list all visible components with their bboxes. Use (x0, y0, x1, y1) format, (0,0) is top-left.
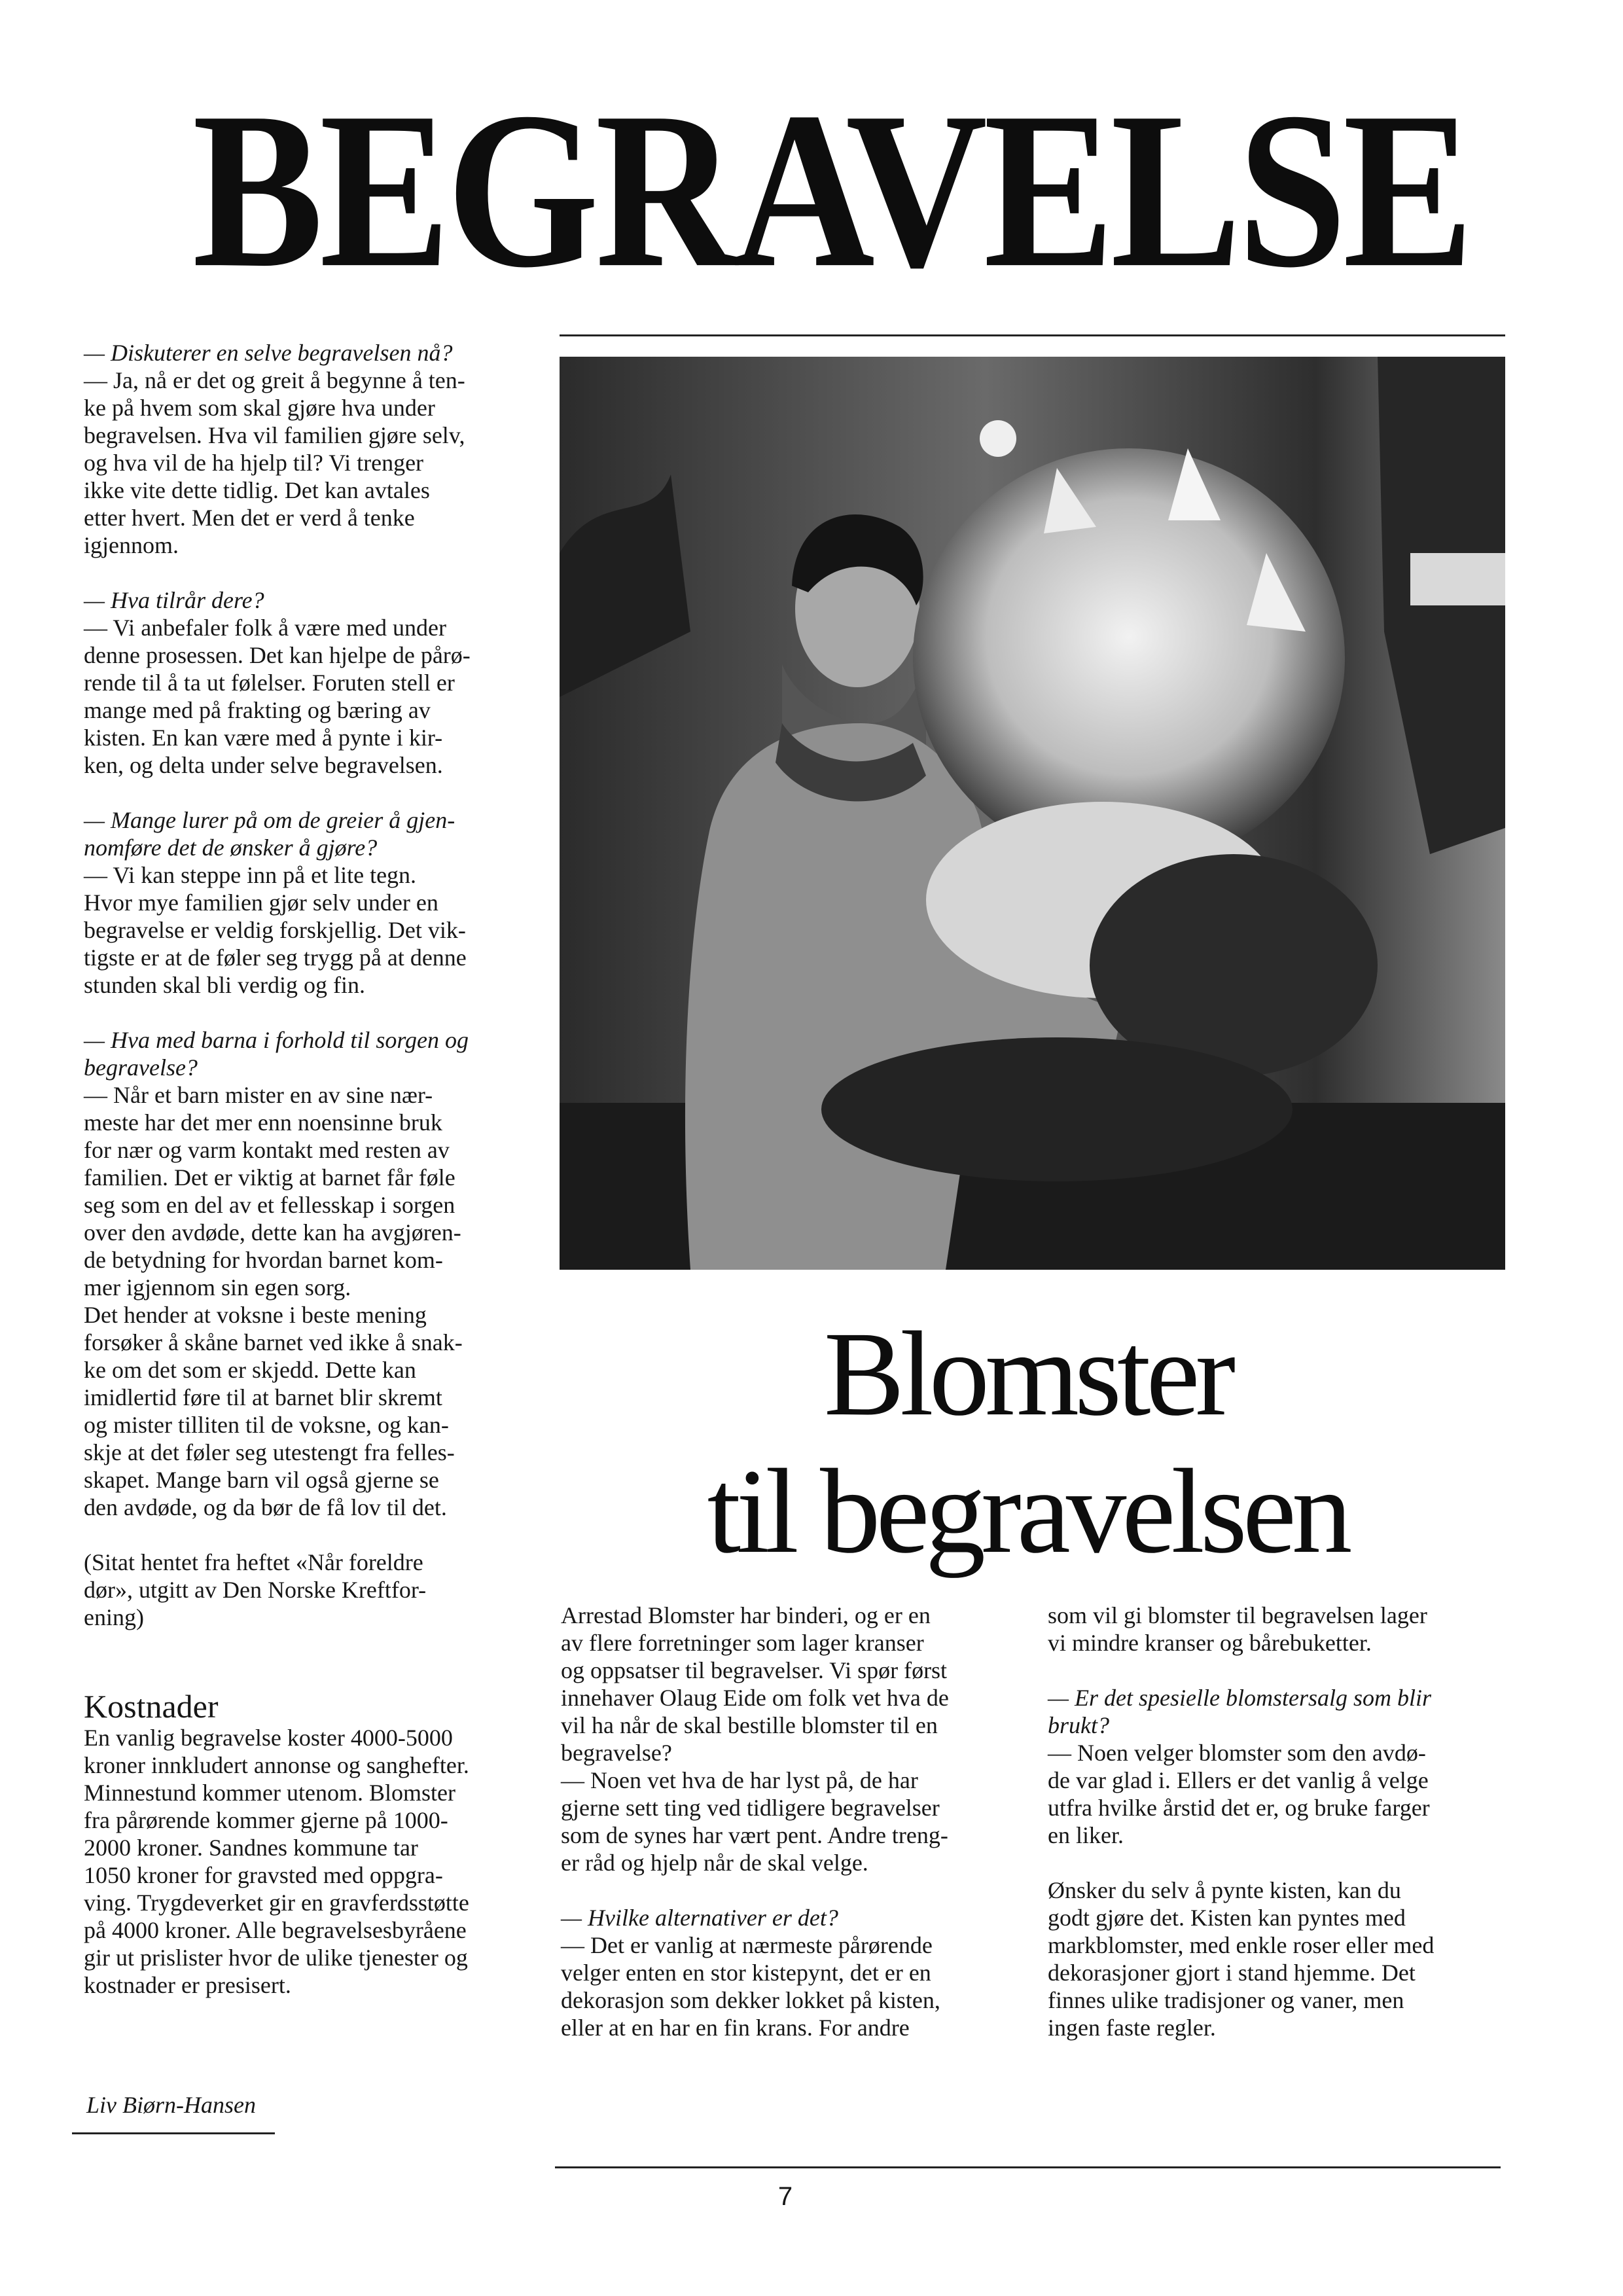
text-line: skje at det føler seg utestengt fra felles- (84, 1439, 455, 1465)
text-line: familien. Det er viktig at barnet får føle (84, 1164, 455, 1191)
paragraph (1048, 1876, 1506, 2041)
question-line: — Er det spesielle blomstersalg som blir (1048, 1685, 1431, 1711)
text-line: ken, og delta under selve begravelsen. (84, 752, 443, 778)
text-line: — Det er vanlig at nærmeste pårørende (561, 1932, 933, 1958)
text-line: gjerne sett ting ved tidligere begravelser (561, 1795, 940, 1821)
text-line: etter hvert. Men det er verd å tenke (84, 505, 415, 531)
text-line: innehaver Olaug Eide om folk vet hva de (561, 1685, 949, 1711)
text-line: 1050 kroner for gravsted med oppgra- (84, 1862, 443, 1888)
text-line: begravelse er veldig forskjellig. Det vik- (84, 917, 466, 943)
masthead-title: BEGRAVELSE (192, 65, 1470, 314)
text-line: på 4000 kroner. Alle begravelsesbyråene (84, 1917, 467, 1943)
text-line: — Vi kan steppe inn på et lite tegn. (84, 862, 417, 888)
text-line: 2000 kroner. Sandnes kommune tar (84, 1835, 418, 1861)
text-line: er råd og hjelp når de skal velge. (561, 1850, 868, 1876)
text-line: eller at en har en fin krans. For andre (561, 2015, 910, 2041)
headline-line-1: Blomster (823, 1307, 1232, 1441)
text-line: tigste er at de føler seg trygg på at denne (84, 944, 467, 971)
text-line: fra pårørende kommer gjerne på 1000- (84, 1807, 448, 1833)
question-line: — Diskuterer en selve begravelsen nå? (84, 340, 453, 366)
paragraph (1048, 1684, 1506, 1849)
text-line: markblomster, med enkle roser eller med (1048, 1932, 1435, 1958)
text-line: rende til å ta ut følelser. Foruten stell er (84, 670, 455, 696)
paragraph (84, 1549, 542, 1631)
byline-rule (72, 2132, 275, 2134)
question-line: brukt? (1048, 1712, 1109, 1738)
text-line: begravelsen. Hva vil familien gjøre selv, (84, 422, 465, 448)
text-line: vil ha når de skal bestille blomster til en (561, 1712, 938, 1738)
page-number: 7 (777, 2182, 793, 2211)
text-line: forsøker å skåne barnet ved ikke å snak- (84, 1329, 463, 1355)
paragraph (84, 586, 542, 779)
left-paragraphs (84, 339, 542, 1631)
text-line: (Sitat hentet fra heftet «Når foreldre (84, 1549, 423, 1575)
paragraph (1048, 1602, 1506, 1657)
text-line: over den avdøde, dette kan ha avgjøren- (84, 1219, 461, 1246)
middle-paragraphs (561, 1602, 1019, 2041)
text-line: Arrestad Blomster har binderi, og er en (561, 1602, 931, 1628)
text-line: Hvor mye familien gjør selv under en (84, 889, 438, 916)
paragraph (561, 1602, 1019, 1876)
text-line: godt gjøre det. Kisten kan pyntes med (1048, 1905, 1406, 1931)
bottom-rule (555, 2166, 1501, 2168)
florist-photo (560, 357, 1505, 1270)
left-column (84, 339, 542, 2026)
photo-illustration (560, 357, 1505, 1270)
text-line: imidlertid føre til at barnet blir skremt (84, 1384, 442, 1410)
paragraph (84, 1026, 542, 1521)
text-line: seg som en del av et fellesskap i sorgen (84, 1192, 455, 1218)
text-line: begravelse? (561, 1740, 672, 1766)
text-line: gir ut prislister hvor de ulike tjenester og (84, 1945, 468, 1971)
text-line: som vil gi blomster til begravelsen lager (1048, 1602, 1427, 1628)
right-paragraphs (1048, 1602, 1506, 2041)
text-line: og hva vil de ha hjelp til? Vi trenger (84, 450, 424, 476)
text-line: — Noen velger blomster som den avdø- (1048, 1740, 1426, 1766)
article-headline (628, 1306, 1427, 1581)
text-line: ening) (84, 1604, 144, 1630)
text-line: dekorasjon som dekker lokket på kisten, (561, 1987, 940, 2013)
text-line: — Når et barn mister en av sine nær- (84, 1082, 433, 1108)
text-line: som de synes har vært pent. Andre treng- (561, 1822, 948, 1848)
text-line: velger enten en stor kistepynt, det er en (561, 1960, 931, 1986)
right-column (1048, 1602, 1506, 2069)
text-line: mer igjennom sin egen sorg. (84, 1274, 351, 1300)
text-line: kisten. En kan være med å pynte i kir- (84, 725, 443, 751)
middle-column (561, 1602, 1019, 2069)
paragraph (561, 1904, 1019, 2041)
text-line: kostnader er presisert. (84, 1972, 291, 1998)
headline-line-2: til begravelsen (707, 1444, 1348, 1579)
text-line: dekorasjoner gjort i stand hjemme. Det (1048, 1960, 1416, 1986)
text-line: ikke vite dette tidlig. Det kan avtales (84, 477, 430, 503)
text-line: og oppsatser til begravelser. Vi spør først (561, 1657, 948, 1683)
text-line: vi mindre kranser og bårebuketter. (1048, 1630, 1372, 1656)
text-line: skapet. Mange barn vil også gjerne se (84, 1467, 439, 1493)
text-line: mange med på frakting og bæring av (84, 697, 431, 723)
text-line: utfra hvilke årstid det er, og bruke farger (1048, 1795, 1430, 1821)
text-line: — Vi anbefaler folk å være med under (84, 615, 446, 641)
text-line: Minnestund kommer utenom. Blomster (84, 1780, 455, 1806)
kostnader-heading: Kostnader (84, 1688, 219, 1725)
text-line: ingen faste regler. (1048, 2015, 1216, 2041)
text-line: av flere forretninger som lager kranser (561, 1630, 924, 1656)
text-line: Ønsker du selv å pynte kisten, kan du (1048, 1877, 1401, 1903)
text-line: for nær og varm kontakt med resten av (84, 1137, 450, 1163)
text-line: denne prosessen. Det kan hjelpe de pårø- (84, 642, 471, 668)
kostnader-body (84, 1724, 542, 1999)
text-line: den avdøde, og da bør de få lov til det. (84, 1494, 447, 1520)
question-line: nomføre det de ønsker å gjøre? (84, 834, 378, 861)
text-line: Det hender at voksne i beste mening (84, 1302, 427, 1328)
text-line: en liker. (1048, 1822, 1124, 1848)
text-line: kroner innkludert annonse og sanghefter. (84, 1752, 469, 1778)
text-line: stunden skal bli verdig og fin. (84, 972, 365, 998)
text-line: de var glad i. Ellers er det vanlig å velge (1048, 1767, 1429, 1793)
text-line: finnes ulike tradisjoner og vaner, men (1048, 1987, 1404, 2013)
author-byline: Liv Biørn-Hansen (86, 2092, 256, 2118)
text-line: dør», utgitt av Den Norske Kreftfor- (84, 1577, 427, 1603)
question-line: — Mange lurer på om de greier å gjen- (84, 807, 455, 833)
text-line: ving. Trygdeverket gir en gravferdsstøtte (84, 1890, 469, 1916)
text-line: ke på hvem som skal gjøre hva under (84, 395, 435, 421)
text-line: meste har det mer enn noensinne bruk (84, 1109, 442, 1136)
question-line: — Hva tilrår dere? (84, 587, 264, 613)
top-rule (560, 334, 1505, 336)
text-line: og mister tilliten til de voksne, og kan- (84, 1412, 449, 1438)
paragraph (84, 339, 542, 559)
text-line: — Noen vet hva de har lyst på, de har (561, 1767, 918, 1793)
text-line: — Ja, nå er det og greit å begynne å ten- (84, 367, 465, 393)
text-line: ke om det som er skjedd. Dette kan (84, 1357, 416, 1383)
paragraph (84, 806, 542, 999)
text-line: En vanlig begravelse koster 4000-5000 (84, 1725, 453, 1751)
question-line: — Hvilke alternativer er det? (561, 1905, 838, 1931)
question-line: begravelse? (84, 1054, 198, 1081)
text-line: igjennom. (84, 532, 179, 558)
text-line: de betydning for hvordan barnet kom- (84, 1247, 443, 1273)
question-line: — Hva med barna i forhold til sorgen og (84, 1027, 469, 1053)
